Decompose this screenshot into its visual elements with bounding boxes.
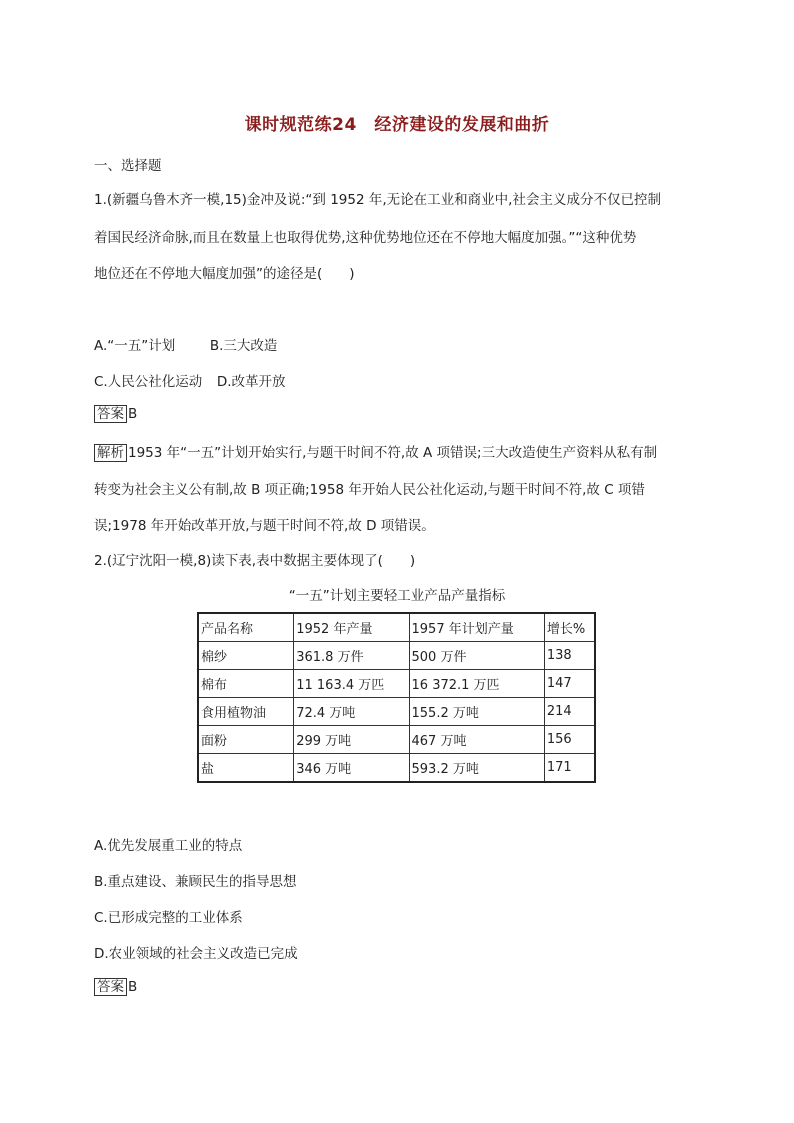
section-heading: 一、选择题 bbox=[94, 158, 162, 174]
production-table bbox=[197, 612, 596, 783]
analysis-label: 解析 bbox=[94, 444, 127, 462]
table-caption: “一五”计划主要轻工业产品产量指标 bbox=[288, 588, 506, 604]
q1-analysis-line-2: 转变为社会主义公有制,故 B 项正确;1958 年开始人民公社化运动,与题干时间不符,故 C 项错 bbox=[94, 482, 645, 498]
q1-options-row-2 bbox=[94, 370, 714, 390]
answer-value: B bbox=[128, 979, 138, 995]
table-cell: 盐 bbox=[198, 754, 294, 783]
q2-answer bbox=[94, 978, 714, 996]
table-cell: 147 bbox=[544, 670, 595, 698]
q1-stem-line-1: 1.(新疆乌鲁木齐一模,15)金冲及说:“到 1952 年,无论在工业和商业中,社会主义成分不仅已控制 bbox=[94, 192, 661, 208]
q1-option-a: A.“一五”计划 bbox=[94, 338, 176, 354]
q1-option-d: D.改革开放 bbox=[216, 374, 286, 390]
table-cell: 346 万吨 bbox=[294, 754, 409, 783]
table-cell: 214 bbox=[544, 698, 595, 726]
q1-options-row-1 bbox=[94, 334, 714, 354]
table-cell: 棉纱 bbox=[198, 642, 294, 670]
q2-stem: 2.(辽宁沈阳一模,8)读下表,表中数据主要体现了( ) bbox=[94, 553, 416, 569]
table-header-cell: 1952 年产量 bbox=[294, 613, 409, 642]
table-header-cell: 1957 年计划产量 bbox=[409, 613, 544, 642]
q1-analysis-line-1 bbox=[94, 441, 714, 462]
table-row bbox=[198, 642, 595, 670]
table-cell: 面粉 bbox=[198, 726, 294, 754]
q1-analysis-line-3: 误;1978 年开始改革开放,与题干时间不符,故 D 项错误。 bbox=[94, 518, 435, 534]
table-header-cell: 产品名称 bbox=[198, 613, 294, 642]
q2-option-c: C.已形成完整的工业体系 bbox=[94, 910, 243, 926]
table-header-cell: 增长% bbox=[544, 613, 595, 642]
table-header-row bbox=[198, 613, 595, 642]
table-row bbox=[198, 698, 595, 726]
table-cell: 11 163.4 万匹 bbox=[294, 670, 409, 698]
table-cell: 593.2 万吨 bbox=[409, 754, 544, 783]
table-cell: 299 万吨 bbox=[294, 726, 409, 754]
table-cell: 171 bbox=[544, 754, 595, 783]
table-cell: 棉布 bbox=[198, 670, 294, 698]
table-cell: 72.4 万吨 bbox=[294, 698, 409, 726]
answer-label: 答案 bbox=[94, 405, 127, 423]
table-cell: 156 bbox=[544, 726, 595, 754]
table-row bbox=[198, 726, 595, 754]
q1-stem-line-3: 地位还在不停地大幅度加强”的途径是( ) bbox=[94, 266, 355, 282]
page-title: 课时规范练24 经济建设的发展和曲折 bbox=[244, 115, 550, 135]
table-row bbox=[198, 754, 595, 783]
table-row bbox=[198, 670, 595, 698]
q1-stem-line-2: 着国民经济命脉,而且在数量上也取得优势,这种优势地位还在不停地大幅度加强。”“这种优势 bbox=[94, 230, 637, 246]
q2-option-a: A.优先发展重工业的特点 bbox=[94, 838, 243, 854]
q2-option-d: D.农业领域的社会主义改造已完成 bbox=[94, 946, 298, 962]
table-cell: 361.8 万件 bbox=[294, 642, 409, 670]
table-cell: 16 372.1 万匹 bbox=[409, 670, 544, 698]
q2-option-b: B.重点建设、兼顾民生的指导思想 bbox=[94, 874, 297, 890]
answer-label: 答案 bbox=[94, 978, 127, 996]
table-cell: 食用植物油 bbox=[198, 698, 294, 726]
q1-option-b: B.三大改造 bbox=[209, 338, 278, 354]
table-cell: 500 万件 bbox=[409, 642, 544, 670]
q1-option-c: C.人民公社化运动 bbox=[94, 374, 203, 390]
table-cell: 467 万吨 bbox=[409, 726, 544, 754]
table-cell: 155.2 万吨 bbox=[409, 698, 544, 726]
analysis-text: 1953 年“一五”计划开始实行,与题干时间不符,故 A 项错误;三大改造使生产资料从私有制 bbox=[128, 445, 658, 461]
q1-answer bbox=[94, 405, 714, 423]
table-cell: 138 bbox=[544, 642, 595, 670]
answer-value: B bbox=[128, 406, 138, 422]
